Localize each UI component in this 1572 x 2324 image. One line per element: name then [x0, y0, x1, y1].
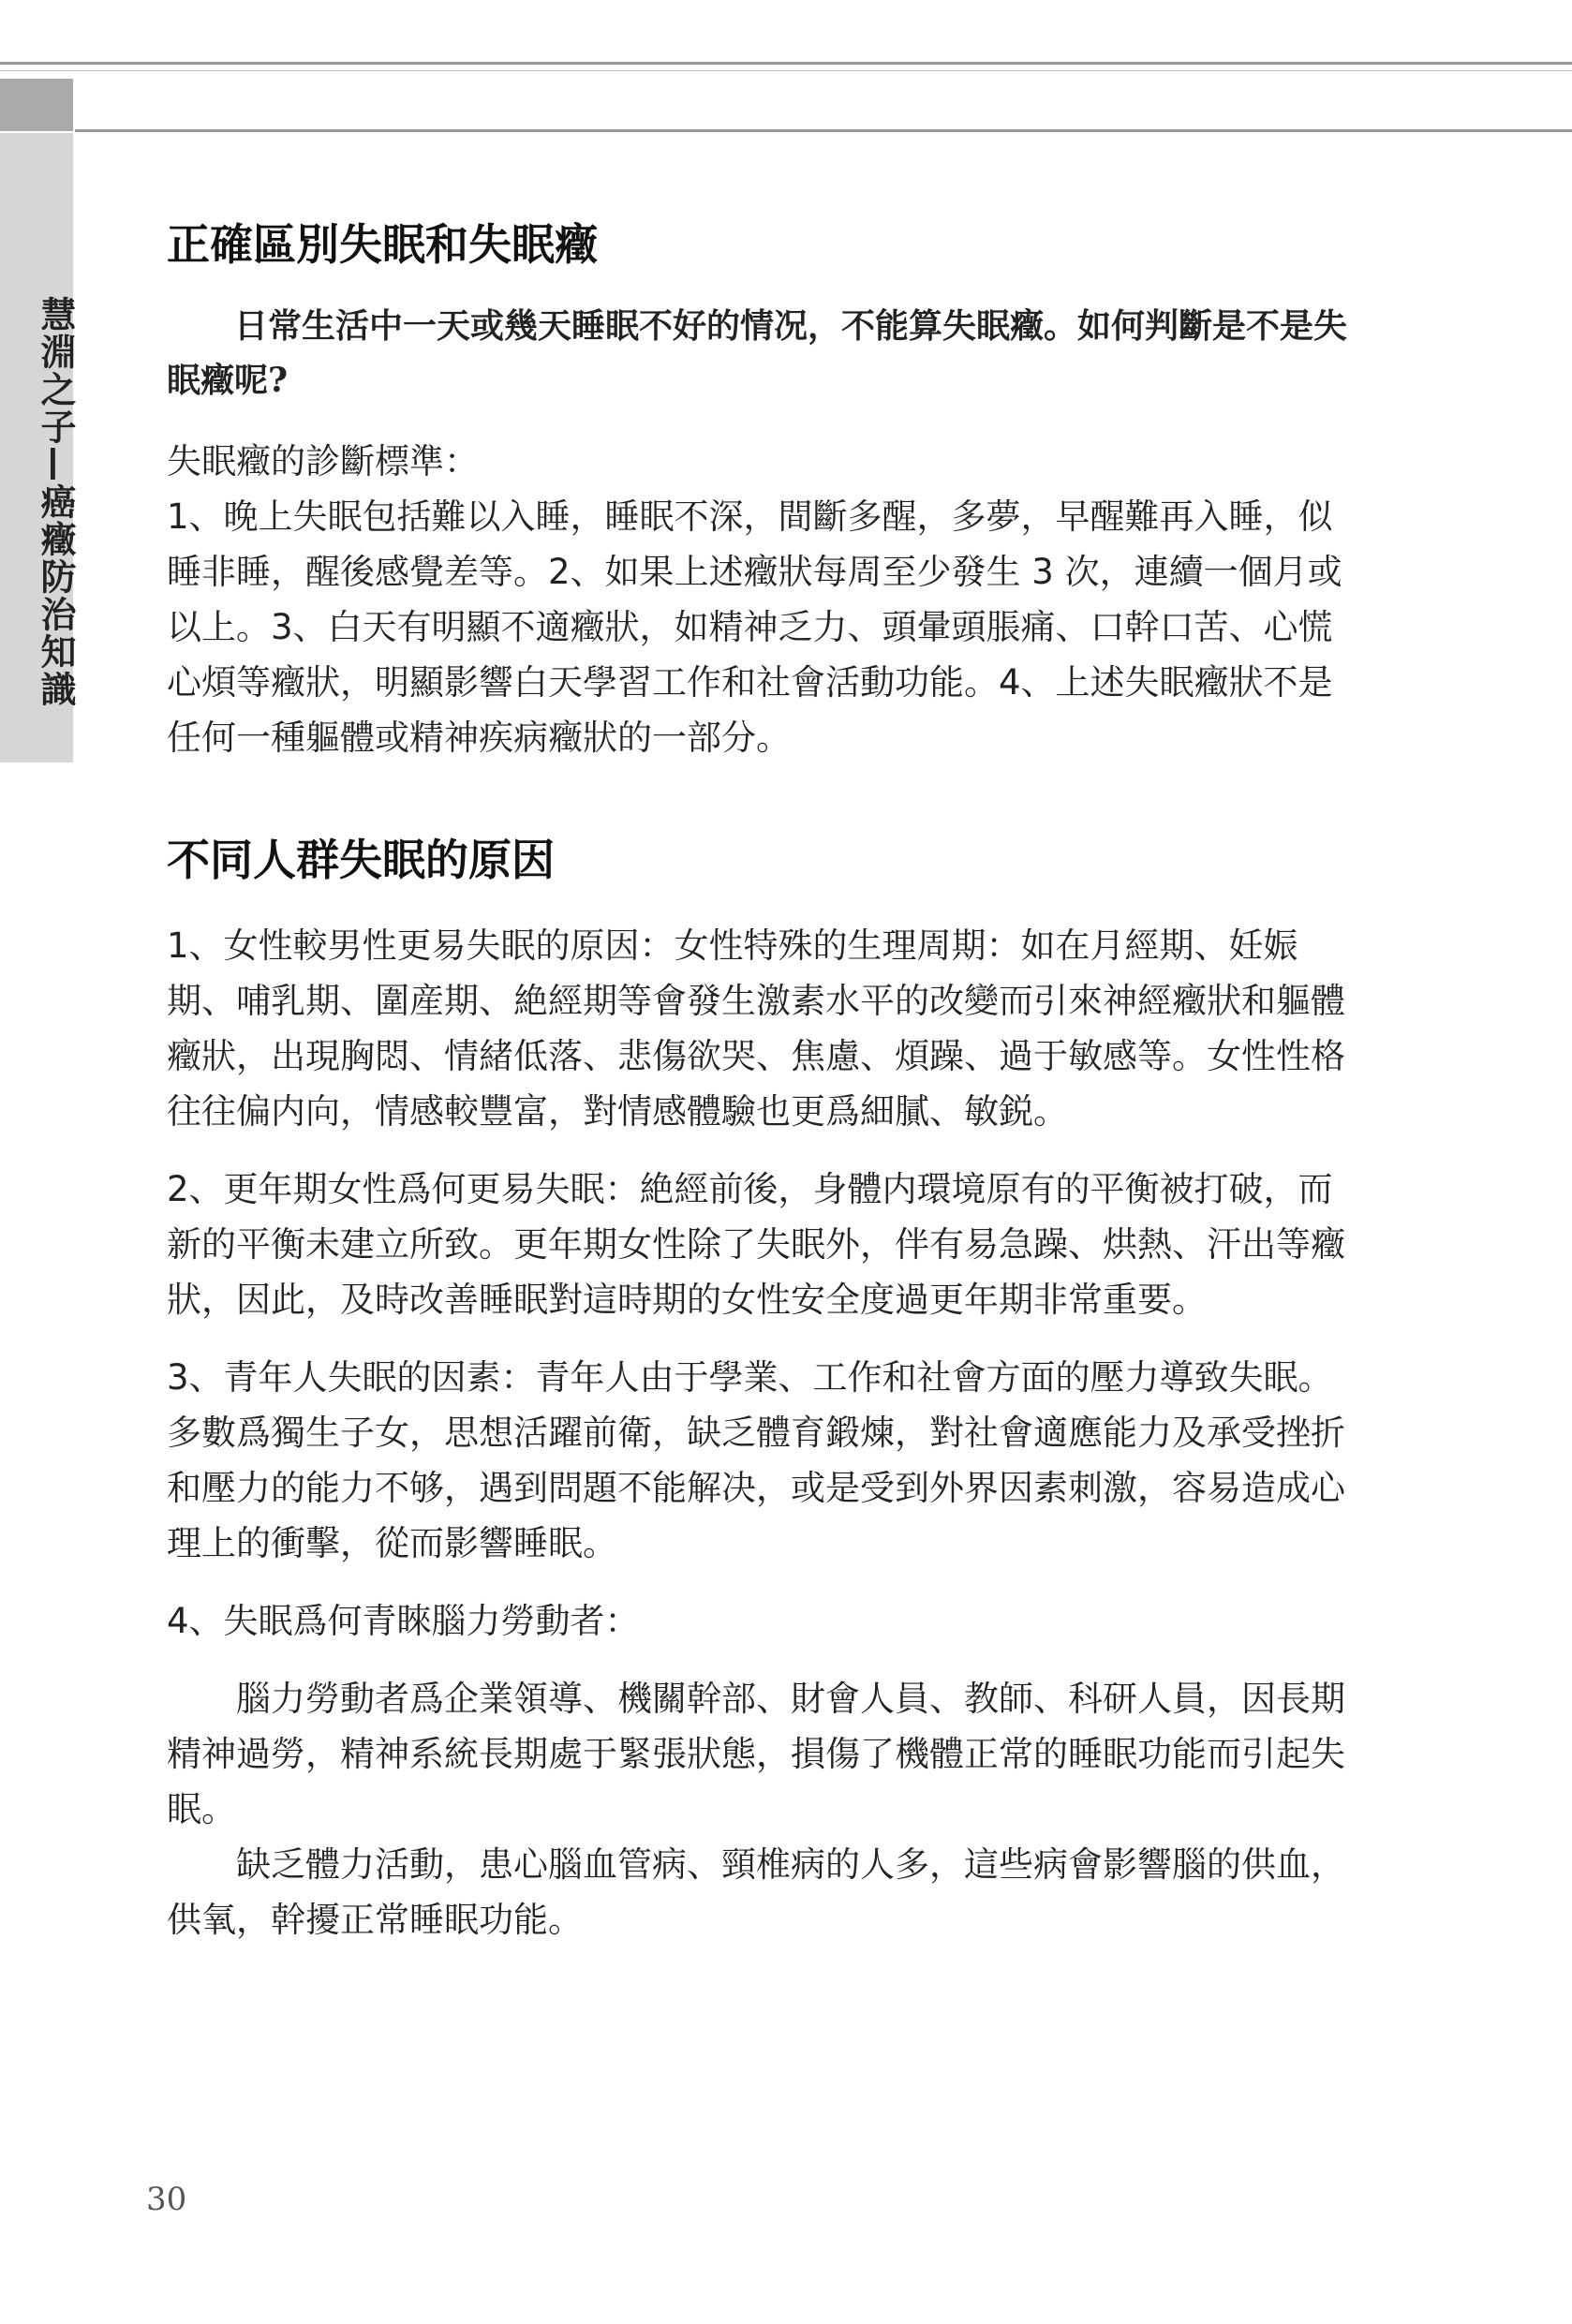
top-rule-thin [0, 70, 1572, 71]
side-tab-cap [0, 79, 73, 131]
criteria-paragraph: 1、晚上失眠包括難以入睡，睡眠不深，間斷多醒，多夢，早醒難再入睡，似睡非睡，醒後感覺差等。2、如果上述癥狀每周至少發生 3 次，連續一個月或以上。3、白天有明顯不適癥狀，如精神乏力、頭暈頭脹痛、口幹口苦、心慌心煩等癥狀，明顯影響白天學習工作和社會活動功能。4、上述失眠癥狀不是任何一種軀體或精神疾病癥狀的一部分。 [167, 496, 1342, 759]
cause-item-youth: 3、青年人失眠的因素：青年人由于學業、工作和社會方面的壓力導致失眠。多數爲獨生子女，思想活躍前衛，缺乏體育鍛煉，對社會適應能力及承受挫折和壓力的能力不够，遇到問題不能解决，或是受到外界因素刺激，容易造成心理上的衝擊，從而影響睡眠。 [167, 1357, 1345, 1564]
header-rule [75, 129, 1572, 132]
section-distinguish-insomnia [167, 219, 1349, 765]
section-heading: 不同人群失眠的原因 [167, 835, 555, 886]
section-causes [167, 835, 1349, 1947]
cause-item-mental-workers-paragraph-2: 缺乏體力活動，患心腦血管病、頸椎病的人多，這些病會影響腦的供血，供氧，幹擾正常睡眠功能。 [167, 1844, 1345, 1941]
cause-item-mental-workers-paragraph: 腦力勞動者爲企業領導、機關幹部、財會人員、教師、科研人員，因長期精神過勞，精神系統長期處于緊張狀態，損傷了機體正常的睡眠功能而引起失眠。 [167, 1679, 1345, 1830]
cause-item-menopause: 2、更年期女性爲何更易失眠：絶經前後，身體内環境原有的平衡被打破，而新的平衡未建立所致。更年期女性除了失眠外，伴有易急躁、烘熱、汗出等癥狀，因此，及時改善睡眠對這時期的女性安全度過更年期非常重要。 [167, 1169, 1345, 1321]
cause-item-women: 1、女性較男性更易失眠的原因：女性特殊的生理周期：如在月經期、妊娠期、哺乳期、圍産期、絶經期等會發生激素水平的改變而引來神經癥狀和軀體癥狀，出現胸悶、情緒低落、悲傷欲哭、焦慮、煩躁、過于敏感等。女性性格往往偏内向，情感較豐富，對情感體驗也更爲細膩、敏鋭。 [167, 925, 1345, 1132]
section-heading: 正確區別失眠和失眠癥 [167, 219, 598, 270]
page-content [167, 219, 1349, 1947]
page-number: 30 [146, 2181, 187, 2218]
criteria-label: 失眠癥的診斷標準： [167, 441, 479, 482]
side-tab-title: 慧淵之子—癌癥防治知識 [35, 296, 76, 708]
top-rule [0, 62, 1572, 65]
cause-item-mental-workers-label: 4、失眠爲何青睞腦力勞動者： [167, 1601, 640, 1642]
intro-paragraph: 日常生活中一天或幾天睡眠不好的情况，不能算失眠癥。如何判斷是不是失眠癥呢? [167, 306, 1348, 401]
